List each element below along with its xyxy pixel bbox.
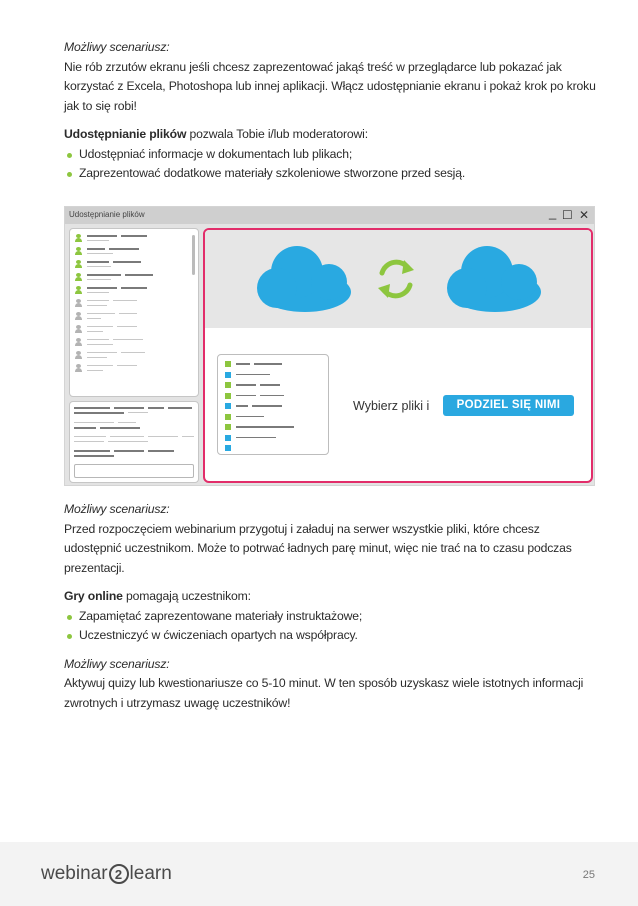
file-list <box>217 354 329 455</box>
scenario-label: Możliwy scenariusz: <box>64 656 170 671</box>
games-intro-bold: Gry online <box>64 589 123 603</box>
user-icon <box>75 338 82 346</box>
page-content-lower <box>64 500 598 713</box>
bullet-icon <box>67 615 72 620</box>
scenario-label: Możliwy scenariusz: <box>64 40 170 54</box>
bullet-icon <box>67 153 72 158</box>
file-icon <box>225 424 231 430</box>
files-intro-rest: pozwala Tobie i/lub moderatorowi: <box>186 127 368 141</box>
file-icon <box>225 414 231 420</box>
page-content <box>64 38 598 184</box>
close-icon: ✕ <box>579 208 590 222</box>
window-titlebar <box>65 207 594 224</box>
cloud-icon <box>257 246 351 312</box>
page-footer <box>0 842 638 906</box>
file-icon <box>225 393 231 399</box>
user-icon <box>75 312 82 320</box>
webinar2learn-logo: webinar 2 learn <box>41 863 172 884</box>
user-icon <box>75 351 82 359</box>
user-icon <box>75 325 82 333</box>
scenario-block-3 <box>64 655 598 714</box>
user-icon <box>75 299 82 307</box>
games-intro <box>64 587 598 607</box>
scrollbar <box>192 235 195 275</box>
user-icon <box>75 286 82 294</box>
cloud-sync-illustration <box>205 230 593 328</box>
bullet-icon <box>67 172 72 177</box>
files-intro-bold: Udostępnianie plików <box>64 127 187 141</box>
window-title: Udostępnianie plików <box>69 210 145 219</box>
minimize-icon: _ <box>549 205 557 220</box>
file-icon <box>225 372 231 378</box>
file-sharing-window-illustration <box>64 206 595 486</box>
file-icon <box>225 382 231 388</box>
maximize-icon: ☐ <box>562 208 573 222</box>
bullet-icon <box>67 634 72 639</box>
scenario-label: Możliwy scenariusz: <box>64 502 170 516</box>
file-icon <box>225 445 231 451</box>
user-icon <box>75 260 82 268</box>
scenario-block-1 <box>64 38 598 116</box>
shared-area <box>203 228 593 483</box>
file-icon <box>225 403 231 409</box>
page-number: 25 <box>582 869 595 881</box>
user-icon <box>75 364 82 372</box>
user-icon <box>75 273 82 281</box>
scenario-text: Aktywuj quizy lub kwestionariusze co 5-10 minut. W ten sposób uzyskasz wiele istotnych informacji zwrotnych i utrzymasz uwagę uczestników! <box>64 676 584 710</box>
participants-panel <box>69 228 199 397</box>
scenario-block-2 <box>64 500 598 578</box>
upload-area <box>205 230 591 328</box>
file-icon <box>225 435 231 441</box>
share-button[interactable]: PODZIEL SIĘ NIMI <box>443 395 574 416</box>
list-item: Udostępniać informacje w dokumentach lub plikach; <box>64 145 598 165</box>
file-icon <box>225 361 231 367</box>
choose-files-text: Wybierz pliki i <box>353 399 430 413</box>
list-item: Zapamiętać zaprezentowane materiały instruktażowe; <box>64 607 598 627</box>
chat-input <box>74 464 194 478</box>
user-icon <box>75 247 82 255</box>
files-intro <box>64 125 598 145</box>
games-intro-rest: pomagają uczestnikom: <box>122 589 251 603</box>
chat-panel <box>69 401 199 483</box>
list-item: Zaprezentować dodatkowe materiały szkoleniowe stworzone przed sesją. <box>64 164 598 184</box>
cloud-icon <box>447 246 541 312</box>
list-item: Uczestniczyć w ćwiczeniach opartych na współpracy. <box>64 626 598 646</box>
user-icon <box>75 234 82 242</box>
scenario-text: Nie rób zrzutów ekranu jeśli chcesz zaprezentować jakąś treść w przeglądarce lub pokazać jak korzystać z Excela, Photoshopa lub innej aplikacji. Włącz udostępnianie ekranu i pokaż krok po kroku jak to się robi! <box>64 59 596 113</box>
scenario-text: Przed rozpoczęciem webinarium przygotuj i załaduj na serwer wszystkie pliki, które chcesz udostępnić uczestnikom. Może to potrwać ładnych parę minut, więc nie trać na to czasu podczas prezentacji. <box>64 521 572 575</box>
